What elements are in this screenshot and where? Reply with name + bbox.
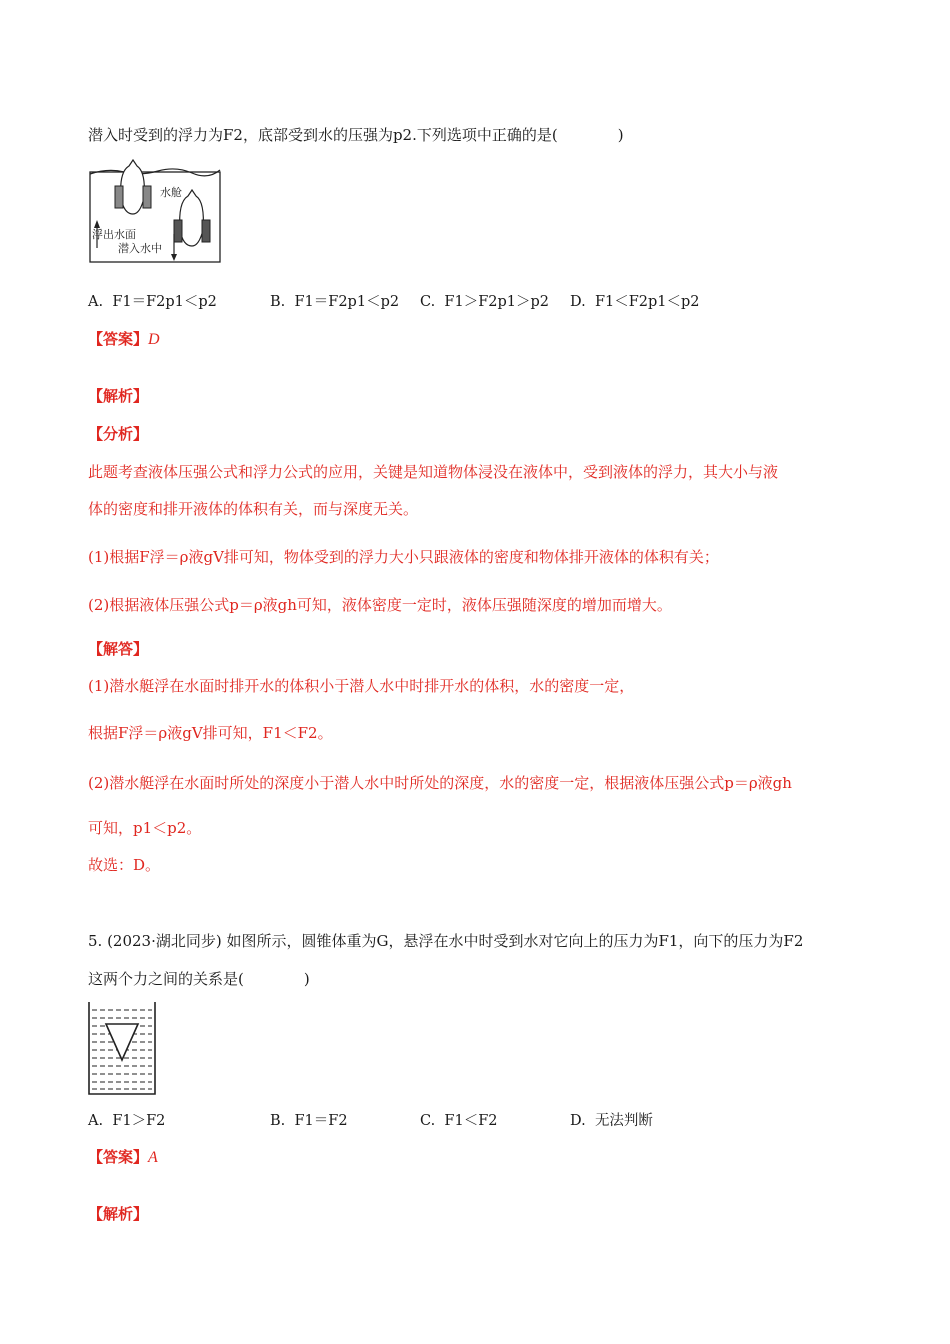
figure-label-dive: 潜入水中	[118, 242, 162, 255]
q4-option-a[interactable]: A. F1＝F2p1＜p2	[88, 294, 217, 310]
q4-jiexi-label: 【解析】	[88, 387, 149, 405]
q5-option-c[interactable]: C. F1＜F2	[420, 1113, 498, 1129]
q4-jieda-label: 【解答】	[88, 640, 149, 658]
cone-in-water-figure	[86, 1000, 158, 1098]
q4-jieda-3b: 可知，p1＜p2。	[88, 819, 202, 837]
q4-fenxi-point-2: (2)根据液体压强公式p＝ρ液gh可知，液体密度一定时，液体压强随深度的增加而增大。	[88, 596, 672, 614]
q4-fenxi-text-2: 体的密度和排开液体的体积有关，而与深度无关。	[88, 500, 419, 518]
q4-fenxi-label: 【分析】	[88, 425, 149, 443]
q5-stem-line-1: 5. (2023·湖北同步) 如图所示，圆锥体重为G，悬浮在水中时受到水对它向上的压力为F1，向下的压力为F2	[88, 932, 804, 950]
q4-jieda-1: (1)潜水艇浮在水面时排开水的体积小于潜人水中时排开水的体积，水的密度一定，	[88, 677, 635, 695]
submarine-figure	[88, 158, 223, 264]
q5-answer: 【答案】A	[88, 1148, 158, 1166]
q5-jiexi-label: 【解析】	[88, 1205, 149, 1223]
q5-option-a[interactable]: A. F1＞F2	[88, 1113, 166, 1129]
q5-option-d[interactable]: D. 无法判断	[570, 1113, 653, 1129]
q5-stem-line-2: 这两个力之间的关系是( )	[88, 970, 310, 988]
q4-answer: 【答案】D	[88, 330, 160, 348]
q4-conclusion: 故选：D。	[88, 856, 161, 874]
q4-stem: 潜入时受到的浮力为F2，底部受到水的压强为p2.下列选项中正确的是( )	[88, 126, 624, 144]
figure-label-tank: 水舱	[160, 186, 182, 199]
q4-option-b[interactable]: B. F1＝F2p1＜p2	[270, 294, 400, 310]
q4-option-d[interactable]: D. F1＜F2p1＜p2	[570, 294, 700, 310]
q4-fenxi-point-1: (1)根据F浮＝ρ液gV排可知，物体受到的浮力大小只跟液体的密度和物体排开液体的体积有关；	[88, 548, 719, 566]
q4-option-c[interactable]: C. F1＞F2p1＞p2	[420, 294, 549, 310]
q4-jieda-3a: (2)潜水艇浮在水面时所处的深度小于潜人水中时所处的深度，水的密度一定，根据液体压强公式p＝ρ液gh	[88, 774, 792, 792]
q4-jieda-2: 根据F浮＝ρ液gV排可知，F1＜F2。	[88, 724, 333, 742]
q4-fenxi-text-1: 此题考查液体压强公式和浮力公式的应用，关键是知道物体浸没在液体中，受到液体的浮力，其大小与液	[88, 463, 779, 481]
figure-label-surface: 浮出水面	[92, 228, 136, 241]
q5-option-b[interactable]: B. F1＝F2	[270, 1113, 348, 1129]
